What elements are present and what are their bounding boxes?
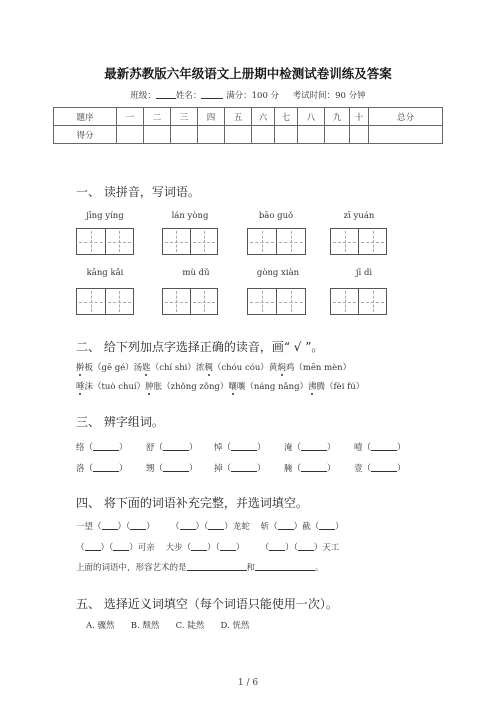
grid-cell[interactable] <box>331 229 359 254</box>
answer-blank[interactable] <box>371 462 397 472</box>
grid-cell[interactable] <box>191 229 218 254</box>
pronunciation-text[interactable]: 嚷（náng nǎng） <box>236 382 309 392</box>
page-title: 最新苏教版六年级语文上册期中检测试卷训练及答案 <box>104 66 392 81</box>
score-header-cell: 二 <box>144 108 171 126</box>
score-cell[interactable] <box>325 126 350 144</box>
writing-grid[interactable] <box>76 288 134 315</box>
grid-cell[interactable] <box>277 229 305 254</box>
score-header-cell: 题序 <box>54 108 117 126</box>
word-group-item: 淹（ ） <box>284 443 336 453</box>
pinyin-label: bāo guǒ <box>258 211 294 221</box>
answer-blank[interactable] <box>269 541 285 551</box>
word-group-item: 壹（ ） <box>354 464 406 474</box>
score-cell[interactable] <box>369 126 443 144</box>
grid-cell[interactable] <box>163 289 191 314</box>
score-cell[interactable] <box>171 126 198 144</box>
idiom-line-1: 一望（ ）（ ） （ ）（ ）龙蛇 斩（ ）截（ ） <box>76 522 344 532</box>
word-group-item: 舒（ ） <box>146 443 198 453</box>
dotted-char: 沸 <box>308 382 317 392</box>
answer-blank[interactable] <box>278 520 294 530</box>
section-5-heading: 五、 选择近义词填空（每个词语只能使用一次）。 <box>76 597 338 611</box>
synonym-options <box>86 619 249 631</box>
exam-info <box>0 89 496 101</box>
dotted-char: 稠 <box>204 363 213 373</box>
writing-grid[interactable] <box>247 288 306 315</box>
score-cell[interactable] <box>252 126 275 144</box>
answer-blank[interactable] <box>113 541 129 551</box>
pinyin-row-1 <box>0 211 496 223</box>
score-row-label: 得分 <box>54 126 117 144</box>
score-cell[interactable] <box>144 126 171 144</box>
pinyin-row-2 <box>0 268 496 280</box>
answer-blank[interactable] <box>180 520 196 530</box>
word-group-item: 络（ ） <box>76 443 128 453</box>
grid-cell[interactable] <box>331 289 359 314</box>
grid-cell[interactable] <box>106 289 134 314</box>
answer-blank[interactable] <box>255 561 315 571</box>
grid-cell[interactable] <box>359 229 386 254</box>
pronunciation-text[interactable]: （chí shi）浓 <box>150 363 205 373</box>
answer-blank[interactable] <box>130 520 146 530</box>
pronunciation-text[interactable]: （chóu cóu）黄 <box>212 363 278 373</box>
grid-cell[interactable] <box>106 229 134 254</box>
grid-cell[interactable] <box>77 229 106 254</box>
word-group-item: 掉（ ） <box>214 464 266 474</box>
score-cell[interactable] <box>275 126 298 144</box>
section-2-heading: 二、 给下列加点字选择正确的读音，画“ √ ”。 <box>76 340 324 354</box>
answer-blank[interactable] <box>231 462 257 472</box>
grid-cell[interactable] <box>248 289 277 314</box>
score-header-cell: 九 <box>325 108 350 126</box>
answer-blank[interactable] <box>319 520 335 530</box>
section-4-heading: 四、 将下面的词语补充完整，并选词填空。 <box>76 496 308 510</box>
score-table-score-row <box>54 126 443 144</box>
option-c: C. 陡然 <box>175 621 205 631</box>
score-header-cell: 四 <box>198 108 225 126</box>
idiom-line-2: （ ）（ ）可亲 大步（ ）（ ） （ ）（ ）天工 <box>76 543 340 553</box>
score-header-cell: 十 <box>350 108 369 126</box>
dotted-char: 唾 <box>76 382 85 392</box>
pinyin-label: jī dì <box>355 268 373 278</box>
class-label: 班级： <box>130 91 156 101</box>
answer-blank[interactable] <box>163 441 189 451</box>
writing-grid[interactable] <box>162 288 218 315</box>
score-cell[interactable] <box>225 126 252 144</box>
pinyin-label: gòng xiàn <box>256 268 300 278</box>
grid-cell[interactable] <box>77 289 106 314</box>
grid-cell[interactable] <box>191 289 218 314</box>
word-group-item: 噎（ ） <box>354 443 406 453</box>
score-cell[interactable] <box>298 126 325 144</box>
grid-cell[interactable] <box>163 229 191 254</box>
dotted-char: 焖 <box>277 363 286 373</box>
pronunciation-text[interactable]: 鸡（mēn mèn） <box>285 363 352 373</box>
score-header-cell: 七 <box>275 108 298 126</box>
answer-blank[interactable] <box>231 441 257 451</box>
pinyin-label: jīng yíng <box>86 211 124 221</box>
score-header-cell: 八 <box>298 108 325 126</box>
answer-blank[interactable] <box>301 441 327 451</box>
score-table <box>53 107 443 144</box>
pronunciation-text[interactable]: 板（gē gé）汤 <box>84 363 143 373</box>
answer-blank[interactable] <box>93 462 119 472</box>
answer-blank[interactable] <box>102 520 118 530</box>
score-header-cell: 一 <box>117 108 144 126</box>
dotted-char: 匙 <box>142 363 151 373</box>
option-d: D. 恍然 <box>220 621 250 631</box>
name-label: 姓名： <box>175 91 202 101</box>
grid-cell[interactable] <box>248 229 277 254</box>
answer-blank[interactable] <box>187 561 247 571</box>
score-cell[interactable] <box>117 126 144 144</box>
pronunciation-text[interactable]: 腾（fèi fú） <box>316 382 365 392</box>
section-3-heading: 三、 辨字组词。 <box>76 415 164 429</box>
name-blank[interactable] <box>201 89 223 99</box>
dotted-char: 肿 <box>145 382 154 392</box>
pinyin-label: lán yòng <box>171 211 209 221</box>
full-score: 满分：100 分 <box>226 91 280 101</box>
grid-cell[interactable] <box>359 289 386 314</box>
answer-blank[interactable] <box>298 541 314 551</box>
word-group-item: 洛（ ） <box>76 464 128 474</box>
writing-grid[interactable] <box>330 288 387 315</box>
writing-grid[interactable] <box>162 228 218 255</box>
answer-blank[interactable] <box>85 541 101 551</box>
exam-time: 考试时间：90 分钟 <box>292 91 366 101</box>
word-group-item: 腌（ ） <box>284 464 336 474</box>
answer-blank[interactable] <box>371 441 397 451</box>
score-cell[interactable] <box>350 126 369 144</box>
answer-blank[interactable] <box>191 541 207 551</box>
answer-blank[interactable] <box>93 441 119 451</box>
pinyin-label: mù dǔ <box>182 268 210 278</box>
answer-blank[interactable] <box>220 541 236 551</box>
pinyin-label: zī yuán <box>343 211 375 221</box>
score-table-header-row <box>54 108 443 126</box>
score-header-cell: 五 <box>225 108 252 126</box>
pronunciation-text[interactable]: 胀（zhǒng zǒng） <box>153 382 229 392</box>
score-header-cell: 六 <box>252 108 275 126</box>
answer-blank[interactable] <box>301 462 327 472</box>
option-a: A. 骤然 <box>86 621 115 631</box>
writing-grid[interactable] <box>330 228 387 255</box>
dotted-char: 擀 <box>76 363 85 373</box>
pinyin-label: kāng kǎi <box>86 268 124 278</box>
word-group-item: 甥（ ） <box>146 464 198 474</box>
dotted-char: 嚷 <box>228 382 237 392</box>
idiom-line-3: 上面的词语中，形容艺术的是 和 。 <box>76 563 324 573</box>
answer-blank[interactable] <box>208 520 224 530</box>
grid-cell[interactable] <box>277 289 305 314</box>
answer-blank[interactable] <box>163 462 189 472</box>
class-blank[interactable] <box>156 89 176 99</box>
score-cell[interactable] <box>198 126 225 144</box>
pronunciation-line-2 <box>76 380 364 392</box>
pronunciation-line-1 <box>76 361 351 373</box>
writing-grid[interactable] <box>247 228 306 255</box>
pronunciation-text[interactable]: 沫（tuò chuí） <box>84 382 146 392</box>
section-1-heading: 一、 读拼音，写词语。 <box>76 185 200 199</box>
page-number: 1 / 6 <box>237 678 259 688</box>
score-header-cell: 三 <box>171 108 198 126</box>
score-header-cell: 总分 <box>369 108 443 126</box>
writing-grid[interactable] <box>76 228 134 255</box>
option-b: B. 颓然 <box>130 621 160 631</box>
word-group-item: 悼（ ） <box>214 443 266 453</box>
